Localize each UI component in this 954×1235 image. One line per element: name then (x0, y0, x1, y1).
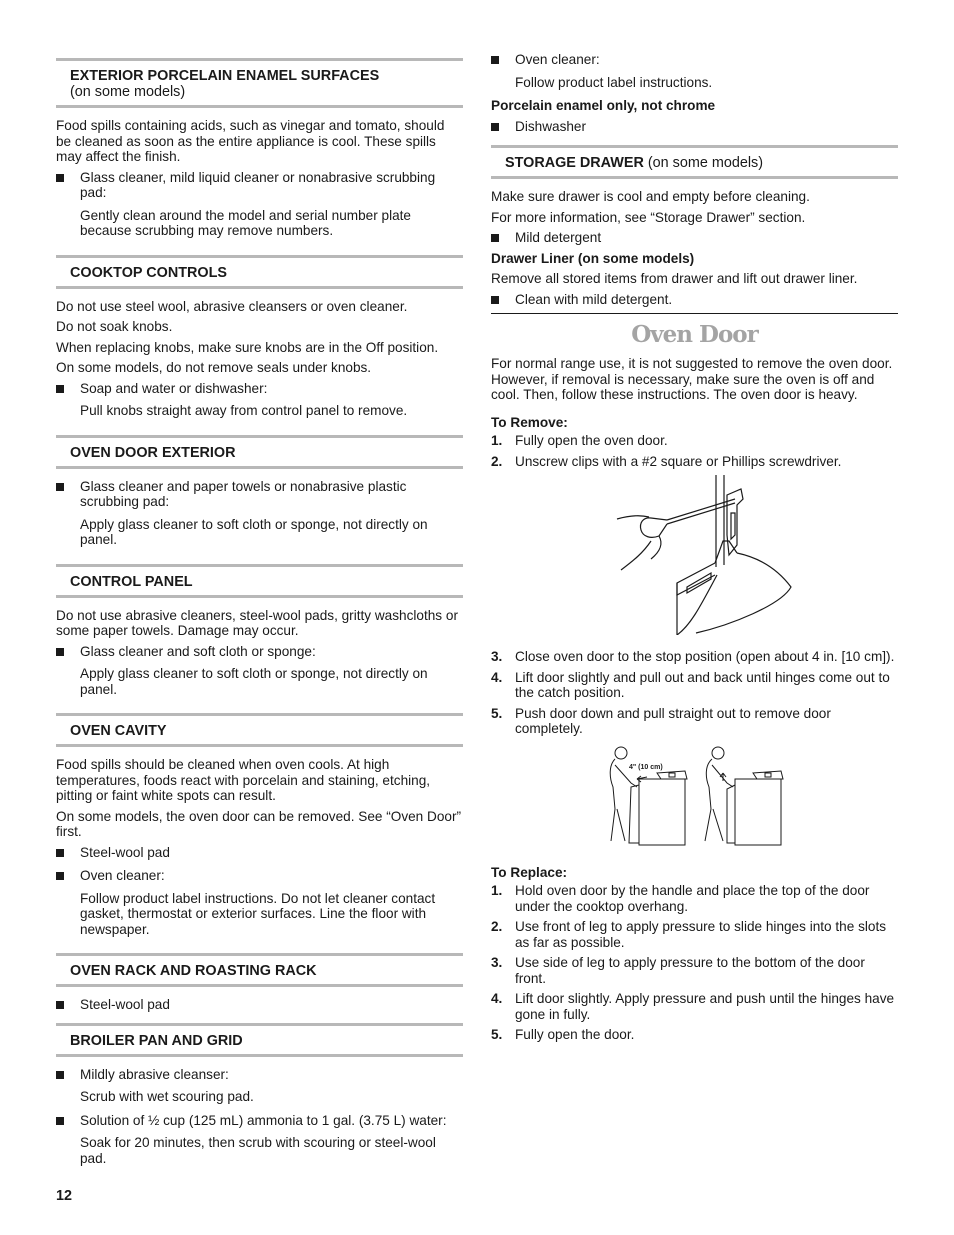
step-item (491, 1027, 898, 1043)
bullet-item: Mild detergent (491, 230, 898, 246)
step-number: 2. (491, 453, 503, 469)
section-heading-oven-cavity (56, 713, 463, 747)
step-text: Close oven door to the stop position (open about 4 in. [10 cm]). (515, 649, 895, 664)
section-heading-broiler-pan (56, 1023, 463, 1057)
page-number: 12 (56, 1188, 73, 1204)
section-title-oven-door: Oven Door (631, 321, 758, 348)
instruction-text: Follow product label instructions. (515, 74, 713, 90)
bold-note: Porcelain enamel only, not chrome (491, 98, 716, 113)
step-item (491, 706, 898, 737)
step-item (491, 919, 898, 950)
step-item (491, 991, 898, 1022)
step-item (491, 883, 898, 914)
paragraph: Remove all stored items from drawer and lift out drawer liner. (491, 271, 858, 286)
heading-subtitle: (on some models) (70, 84, 186, 100)
step-text: Hold oven door by the handle and place the top of the door under the cooktop overhang. (515, 883, 870, 914)
paragraph: Food spills containing acids, such as vinegar and tomato, should be cleaned as soon as the entire appliance is cool. These spills may affect the finish. (56, 118, 445, 164)
step-text: Push door down and pull straight out to remove door completely. (515, 705, 831, 736)
paragraph: Do not soak knobs. (56, 319, 173, 334)
door-removal-illustration (491, 743, 898, 853)
right-column (491, 0, 898, 1048)
step-number: 3. (491, 955, 503, 970)
heading-text: COOKTOP CONTROLS (70, 264, 227, 281)
heading-text: OVEN CAVITY (70, 723, 167, 739)
step-item (491, 433, 898, 449)
heading-text: CONTROL PANEL (70, 573, 193, 590)
section-heading-oven-rack (56, 953, 463, 987)
heading-text: STORAGE DRAWER (505, 155, 644, 171)
left-column (56, 0, 463, 1174)
hinge-screwdriver-icon (491, 475, 898, 635)
divider (491, 313, 898, 314)
step-item (491, 670, 898, 701)
paragraph: Food spills should be cleaned when oven cools. At high temperatures, foods react with porcelain and staining, etching, pitting or faint white spots can result. (56, 757, 431, 803)
step-item (491, 454, 898, 470)
heading-text: OVEN RACK AND ROASTING RACK (70, 963, 317, 979)
bold-note: Drawer Liner (on some models) (491, 250, 695, 266)
subheading-to-remove: To Remove: (491, 414, 568, 430)
step-text: Lift door slightly and pull out and back until hinges come out to the catch position. (515, 669, 890, 700)
section-heading-cooktop-controls (56, 255, 463, 289)
bullet-item: Mildly abrasive cleanser: (56, 1067, 463, 1083)
heading-text: OVEN DOOR EXTERIOR (70, 444, 236, 461)
bullet-item: Dishwasher (491, 119, 898, 135)
instruction-text: Gently clean around the model and serial number plate because scrubbing may remove numbers. (80, 207, 411, 238)
instruction-text: Soak for 20 minutes, then scrub with scouring or steel-wool pad. (80, 1135, 436, 1166)
step-text: Use front of leg to apply pressure to slide hinges into the slots as far as possible. (515, 919, 887, 950)
bullet-item: Solution of ½ cup (125 mL) ammonia to 1 gal. (3.75 L) water: (56, 1113, 463, 1129)
bullet-item: Clean with mild detergent. (491, 292, 898, 308)
paragraph: On some models, do not remove seals under knobs. (56, 360, 372, 375)
instruction-text: Follow product label instructions. Do not let cleaner contact gasket, thermostat or exterior surfaces. Line the floor with newspaper. (80, 890, 436, 937)
instruction-text: Scrub with wet scouring pad. (80, 1089, 254, 1104)
heading-text: BROILER PAN AND GRID (70, 1032, 243, 1049)
step-text: Lift door slightly. Apply pressure and push until the hinges have gone in fully. (515, 991, 895, 1022)
paragraph: For more information, see “Storage Drawer” section. (491, 209, 806, 225)
step-number: 5. (491, 1027, 503, 1042)
door-removal-icon (491, 743, 898, 853)
step-item (491, 955, 898, 986)
step-text: Unscrew clips with a #2 square or Phillips screwdriver. (515, 453, 842, 469)
section-heading-storage-drawer (491, 145, 898, 179)
step-number: 4. (491, 669, 503, 685)
paragraph: Do not use steel wool, abrasive cleansers or oven cleaner. (56, 298, 408, 314)
bullet-item: Oven cleaner: (56, 868, 463, 884)
subheading-to-replace: To Replace: (491, 864, 568, 880)
step-number: 1. (491, 433, 503, 448)
bullet-item: Glass cleaner and soft cloth or sponge: (56, 644, 463, 660)
step-number: 2. (491, 919, 503, 934)
section-heading-oven-door-exterior (56, 435, 463, 469)
paragraph: On some models, the oven door can be removed. See “Oven Door” first. (56, 808, 461, 839)
bullet-item: Steel-wool pad (56, 845, 463, 861)
paragraph: Do not use abrasive cleaners, steel-wool pads, gritty washcloths or some paper towels. Damage may occur. (56, 607, 458, 638)
bullet-item: Oven cleaner: (491, 52, 898, 68)
section-heading-exterior-porcelain (56, 58, 463, 108)
bullet-item: Steel-wool pad (56, 997, 463, 1013)
paragraph: Make sure drawer is cool and empty before cleaning. (491, 189, 810, 204)
instruction-text: Apply glass cleaner to soft cloth or sponge, not directly on panel. (80, 666, 428, 697)
step-text: Fully open the door. (515, 1027, 635, 1042)
figure-label: 4" (10 cm) (629, 763, 663, 771)
paragraph: When replacing knobs, make sure knobs are in the Off position. (56, 339, 439, 355)
step-number: 4. (491, 991, 503, 1006)
instruction-text: Apply glass cleaner to soft cloth or sponge, not directly on panel. (80, 516, 428, 547)
step-text: Fully open the oven door. (515, 433, 668, 448)
section-heading-control-panel (56, 564, 463, 598)
bullet-item: Glass cleaner, mild liquid cleaner or nonabrasive scrubbing pad: (56, 170, 463, 201)
instruction-text: Pull knobs straight away from control panel to remove. (80, 403, 408, 418)
paragraph: For normal range use, it is not suggested to remove the oven door. However, if removal is necessary, make sure the oven is off and cool. Then, follow these instructions. The oven door is heavy. (491, 356, 893, 402)
step-number: 5. (491, 705, 503, 721)
bullet-item: Glass cleaner and paper towels or nonabrasive plastic scrubbing pad: (56, 479, 463, 510)
screwdriver-illustration (491, 475, 898, 635)
bullet-item: Soap and water or dishwasher: (56, 381, 463, 397)
step-number: 3. (491, 649, 503, 664)
step-item (491, 649, 898, 665)
heading-text: EXTERIOR PORCELAIN ENAMEL SURFACES (70, 68, 380, 84)
heading-subtitle: (on some models) (647, 155, 764, 171)
step-number: 1. (491, 883, 503, 898)
step-text: Use side of leg to apply pressure to the bottom of the door front. (515, 955, 865, 986)
